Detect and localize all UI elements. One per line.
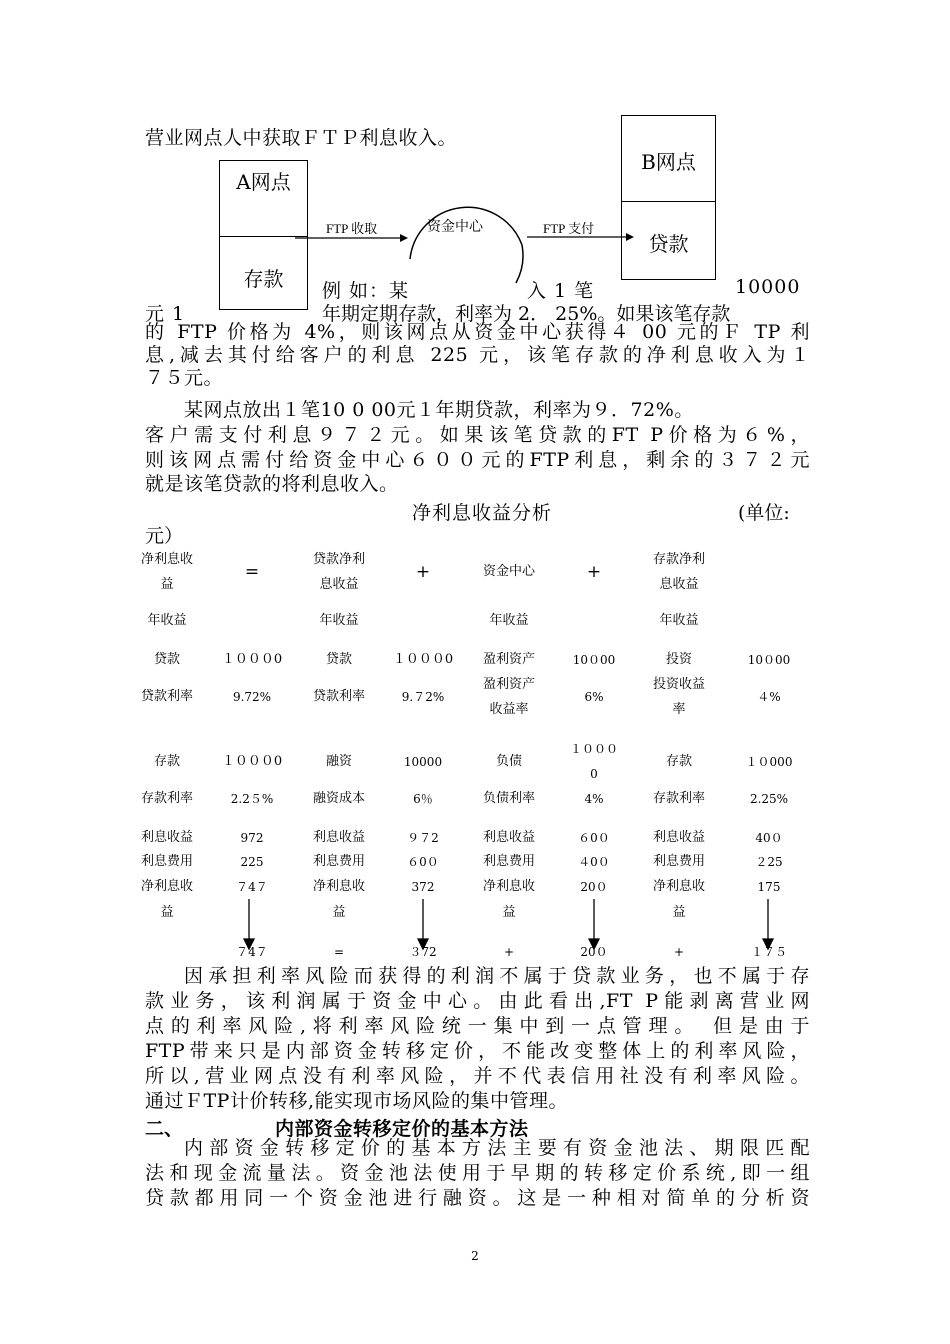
eq-total: ７4７ (236, 945, 268, 959)
c2-val-funding-cost: 6％ (413, 792, 433, 806)
c2-val-interest-expense: ６0０ (407, 855, 439, 869)
para1-line1b: 入 1 笔 (527, 280, 595, 302)
c1-header-1: 净利息收 (140, 552, 193, 567)
c4-val-net: 175 (757, 880, 781, 894)
c1-val-interest-expense: 225 (240, 855, 264, 869)
c2-val-funding: 10000 (403, 755, 443, 769)
para3-line2: 款业务，该利润属于资金中心。由此看出,FT P能剥离营业网 (145, 990, 810, 1012)
c1-row-net-1: 净利息收 (140, 879, 193, 894)
c2-val-loan: １０００0 (392, 652, 454, 667)
c3-row-annual: 年收益 (489, 613, 529, 628)
a-branch-label: A网点 (236, 170, 291, 194)
c1-header-2: 益 (160, 577, 174, 592)
c2-row-loan-rate: 贷款利率 (312, 689, 365, 704)
c4-val-interest-income: 40０ (755, 831, 783, 845)
loan-label: 贷款 (648, 232, 689, 256)
para2-line4: 就是该笔贷款的将利息收入。 (145, 473, 399, 495)
fund-center-label: 资金中心 (427, 220, 483, 235)
c1-row-deposit-rate: 存款利率 (140, 791, 193, 806)
page-number: 2 (471, 1249, 479, 1263)
para2-line1: 某网点放出１笔10 0 00元１年期贷款，利率为９．72%。 (184, 399, 694, 421)
c1-row-deposit: 存款 (153, 754, 180, 769)
c2-row-net-2: 益 (332, 905, 346, 920)
c3-val-net: 20０ (580, 880, 608, 894)
c4-row-deposit: 存款 (665, 754, 692, 769)
c4-header-2: 息收益 (659, 577, 699, 592)
eq-loan: ３72 (409, 945, 437, 959)
c2-row-funding: 融资 (325, 754, 352, 769)
c2-row-interest-expense: 利息费用 (312, 854, 365, 869)
b-branch-label: B网点 (641, 150, 696, 174)
c4-row-interest-expense: 利息费用 (652, 854, 705, 869)
c1-val-loan: １０００0 (221, 652, 283, 667)
c3-row-earning-yield-2: 收益率 (489, 702, 529, 717)
para1-line1c: 10000 (735, 276, 801, 298)
c3-row-interest-income: 利息收益 (482, 830, 535, 845)
eq-equals: = (333, 945, 345, 959)
para1-line2a: 元 1 (145, 303, 186, 325)
analysis-title: 净利息收益分析 (412, 502, 553, 524)
para1-line4: 息,减去其付给客户的利息 225 元，该笔存款的净利息收入为１ (145, 344, 810, 366)
c4-row-investment-yield-2: 率 (672, 702, 686, 717)
eq-deposit: １７５ (750, 945, 787, 959)
c2-val-loan-rate: 9.７2% (401, 690, 445, 704)
c4-row-investment: 投资 (665, 652, 692, 667)
c4-row-deposit-rate: 存款利率 (652, 791, 705, 806)
analysis-unit-b: 元） (145, 525, 184, 547)
c1-val-net: ７4７ (236, 880, 268, 894)
c3-row-earning-assets: 盈利资产 (482, 652, 535, 667)
c4-val-investment: 10０00 (747, 653, 791, 667)
c2-row-annual: 年收益 (319, 613, 359, 628)
c3-val-liability-rate: 4% (584, 792, 604, 806)
c1-val-loan-rate: 9.72% (232, 690, 272, 704)
c3-val-liabilities-2: 0 (590, 767, 598, 781)
op-plus-1: + (415, 562, 431, 582)
para2-line3: 则该网点需付给资金中心６００元的FTP利息，剩余的３７２元 (145, 449, 810, 471)
c4-val-deposit-rate: 2.25% (749, 792, 789, 806)
para1-line3: 的 FTP 价格为 4%，则该网点从资金中心获得４ 00 元的Ｆ TP 利 (145, 321, 810, 343)
c1-row-interest-income: 利息收益 (140, 830, 193, 845)
para4-line3: 贷款都用同一个资金池进行融资。这是一种相对简单的分析资 (145, 1187, 810, 1209)
c1-row-loan: 贷款 (153, 652, 180, 667)
c1-row-interest-expense: 利息费用 (140, 854, 193, 869)
c3-header: 资金中心 (482, 564, 535, 579)
c3-row-interest-expense: 利息费用 (482, 854, 535, 869)
para1-line5: ７５元。 (145, 367, 224, 389)
c3-row-net-2: 益 (502, 905, 516, 920)
section-number: 二、 (145, 1118, 184, 1140)
op-plus-2: + (586, 562, 602, 582)
c2-row-funding-cost: 融资成本 (312, 791, 365, 806)
c4-row-annual: 年收益 (659, 613, 699, 628)
ftp-receive-label: FTP 收取 (326, 221, 378, 236)
para2-line2: 客户需支付利息９７２元。如果该笔贷款的FT P价格为６%， (145, 424, 810, 446)
c1-val-deposit-rate: 2.2５% (230, 792, 274, 806)
c4-val-deposit: １０000 (745, 755, 793, 769)
c4-val-investment-yield: ４% (757, 690, 781, 704)
para3-line1: 因承担利率风险而获得的利润不属于贷款业务，也不属于存 (184, 965, 810, 987)
c3-val-earning-assets: 10０00 (572, 653, 616, 667)
para4-line2: 法和现金流量法。资金池法使用于早期的转移定价系统,即一组 (145, 1162, 810, 1184)
ftp-receive-arrowhead (400, 234, 408, 242)
c2-row-interest-income: 利息收益 (312, 830, 365, 845)
c3-row-liability-rate: 负债利率 (482, 791, 535, 806)
c1-row-net-2: 益 (160, 905, 174, 920)
op-equals: = (244, 562, 260, 582)
c2-row-net-1: 净利息收 (312, 879, 365, 894)
b-branch-divider (621, 201, 716, 202)
c1-row-annual: 年收益 (147, 613, 187, 628)
analysis-unit-a: (单位: (738, 502, 790, 524)
c4-row-net-1: 净利息收 (652, 879, 705, 894)
c4-row-interest-income: 利息收益 (652, 830, 705, 845)
c1-val-deposit: １０００0 (221, 754, 283, 769)
c2-header-1: 贷款净利 (312, 552, 365, 567)
c3-val-liabilities-1: １０００ (569, 742, 618, 756)
c4-val-interest-expense: ２25 (755, 855, 783, 869)
ftp-pay-arrowhead (626, 233, 634, 241)
para3-line3: 点的利率风险,将利率风险统一集中到一点管理。 但是由于 (145, 1015, 810, 1037)
para3-line5: 所以,营业网点没有利率风险，并不代表信用社没有利率风险。 (145, 1065, 810, 1087)
section-heading: 内部资金转移定价的基本方法 (275, 1118, 529, 1140)
c2-header-2: 息收益 (319, 577, 359, 592)
para1-line1a: 例 如：某 (322, 280, 410, 302)
c3-row-earning-yield-1: 盈利资产 (482, 677, 535, 692)
c1-val-interest-income: 972 (240, 831, 264, 845)
c4-row-net-2: 益 (672, 905, 686, 920)
c2-val-interest-income: ９７2 (407, 831, 439, 845)
c3-val-interest-income: ６0０ (578, 831, 610, 845)
c1-row-loan-rate: 贷款利率 (140, 689, 193, 704)
ftp-pay-label: FTP 支付 (543, 221, 595, 236)
c2-val-net: 372 (411, 880, 435, 894)
intro-line: 营业网点人中获取ＦＴＰ利息收入。 (145, 127, 458, 149)
eq-plus-2: + (673, 945, 685, 959)
para1-line2b: 年期定期存款，利率为 2． 25%。如果该笔存款 (322, 303, 731, 325)
c3-row-liabilities: 负债 (495, 754, 522, 769)
eq-plus-1: + (503, 945, 515, 959)
eq-center: 20０ (580, 945, 608, 959)
c4-row-investment-yield-1: 投资收益 (652, 677, 705, 692)
para3-line4: FTP带来只是内部资金转移定价，不能改变整体上的利率风险， (145, 1040, 810, 1062)
para3-line6: 通过ＦTP计价转移,能实现市场风险的集中管理。 (145, 1090, 568, 1112)
deposit-label: 存款 (243, 267, 284, 291)
c3-val-interest-expense: ４0０ (578, 855, 610, 869)
para4-line1: 内部资金转移定价的基本方法主要有资金池法、期限匹配 (184, 1137, 810, 1159)
c3-row-net-1: 净利息收 (482, 879, 535, 894)
c2-row-loan: 贷款 (325, 652, 352, 667)
c4-header-1: 存款净利 (652, 552, 705, 567)
c3-val-earning-yield: 6% (584, 690, 604, 704)
